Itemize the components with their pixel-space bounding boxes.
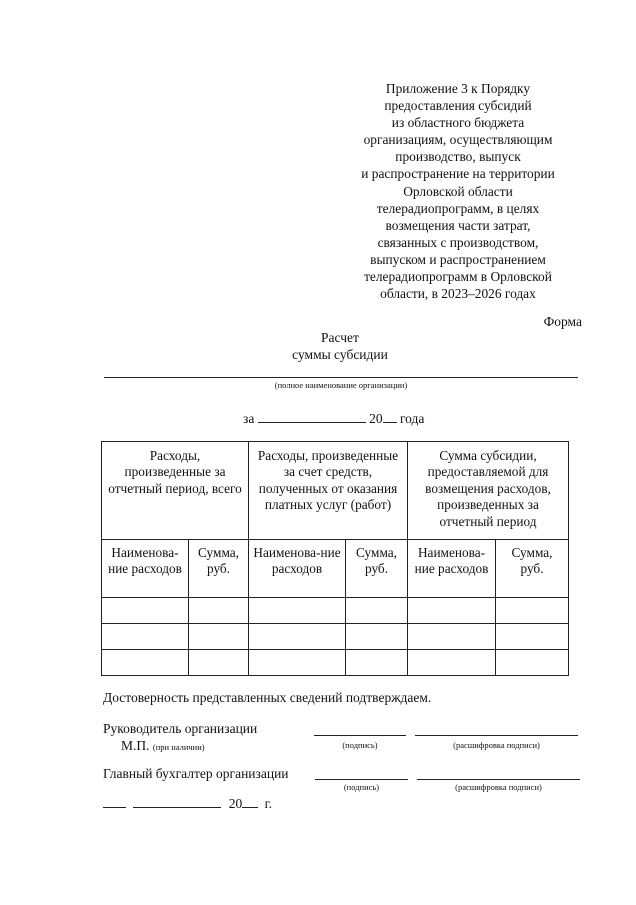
reporting-period [243, 409, 424, 427]
confirmation-statement: Достоверность представленных сведений подтверждаем. [103, 690, 432, 705]
annex-line: предоставления субсидий [384, 98, 532, 114]
subheader-expense-name: Наименова-ние расходов [102, 540, 189, 598]
table-cell-empty[interactable] [189, 650, 249, 676]
period-blank-field[interactable] [258, 409, 366, 423]
subheader-amount: Сумма, руб. [189, 540, 249, 598]
head-signature-decode-line[interactable] [415, 735, 578, 736]
annex-line: производство, выпуск [395, 149, 521, 165]
accountant-signature-line[interactable] [315, 779, 408, 780]
chief-accountant-label: Главный бухгалтер организации [103, 766, 289, 781]
period-year-prefix: 20 [369, 411, 383, 426]
period-year-blank[interactable] [383, 409, 397, 423]
annex-line: выпуском и распространением [370, 251, 546, 267]
mp-note: (при наличии) [152, 742, 205, 752]
subsidy-calculation-table [101, 441, 569, 676]
subheader-expense-name: Наименова-ние расходов [408, 540, 496, 598]
annex-line: из областного бюджета [391, 115, 525, 131]
accountant-decode-caption: (расшифровка подписи) [455, 782, 542, 792]
subheader-amount: Сумма, руб. [496, 540, 569, 598]
head-signature-caption: (подпись) [342, 740, 378, 750]
table-row [102, 598, 569, 624]
table-cell-empty[interactable] [346, 624, 408, 650]
annex-line: телерадиопрограмм в Орловской [364, 269, 552, 285]
table-cell-empty[interactable] [102, 598, 189, 624]
table-cell-empty[interactable] [102, 650, 189, 676]
date-month-blank[interactable] [133, 795, 221, 808]
head-signature-line[interactable] [314, 735, 406, 736]
table-cell-empty[interactable] [408, 650, 496, 676]
table-cell-empty[interactable] [102, 624, 189, 650]
accountant-signature-decode-line[interactable] [417, 779, 580, 780]
annex-line: Приложение 3 к Порядку [385, 81, 531, 96]
annex-line: Орловской области [403, 183, 513, 199]
table-cell-empty[interactable] [346, 598, 408, 624]
document-title [240, 329, 440, 363]
period-prefix: за [243, 411, 255, 426]
table-cell-empty[interactable] [249, 624, 346, 650]
date-year-prefix: 20 [228, 796, 243, 811]
annex-line: связанных с производством, [377, 234, 539, 250]
table-cell-empty[interactable] [496, 598, 569, 624]
header-subsidy-amount: Сумма субсидии, предоставляемой для возмещения расходов, произведенных за отчетный период [408, 442, 569, 540]
table-cell-empty[interactable] [249, 650, 346, 676]
table-row [102, 624, 569, 650]
title-line-2: суммы субсидии [292, 347, 388, 362]
table-cell-empty[interactable] [408, 624, 496, 650]
table-row [102, 650, 569, 676]
head-of-organization-label: Руководитель организации [103, 721, 258, 736]
subheader-amount: Сумма, руб. [346, 540, 408, 598]
annex-line: области, в 2023–2026 годах [380, 286, 536, 302]
table-cell-empty[interactable] [249, 598, 346, 624]
mp-label: М.П. [121, 738, 150, 753]
annex-line: возмещения части затрат, [385, 217, 531, 233]
table-cell-empty[interactable] [346, 650, 408, 676]
table-cell-empty[interactable] [496, 624, 569, 650]
annex-header [346, 80, 570, 302]
date-year-blank[interactable] [242, 795, 258, 808]
accountant-signature-caption: (подпись) [343, 782, 380, 792]
subheader-expense-name: Наименова-ние расходов [249, 540, 346, 598]
stamp-place [121, 738, 205, 754]
organization-name-line[interactable] [104, 377, 578, 378]
signing-date [103, 795, 272, 812]
head-decode-caption: (расшифровка подписи) [453, 740, 540, 750]
table-cell-empty[interactable] [189, 624, 249, 650]
table-cell-empty[interactable] [408, 598, 496, 624]
annex-line: организациям, осуществляющим [363, 132, 553, 148]
date-suffix: г. [264, 796, 273, 811]
date-day-blank[interactable] [103, 795, 126, 808]
header-paid-services-expenses: Расходы, произведенные за счет средств, полученных от оказания платных услуг (работ) [249, 442, 408, 540]
table-cell-empty[interactable] [496, 650, 569, 676]
header-total-expenses: Расходы, произведенные за отчетный период, всего [102, 442, 249, 540]
form-label: Форма [543, 314, 582, 329]
title-line-1: Расчет [321, 330, 359, 345]
annex-line: и распространение на территории [361, 166, 555, 182]
table-cell-empty[interactable] [189, 598, 249, 624]
organization-name-caption: (полное наименование организации) [274, 380, 408, 390]
period-suffix: года [399, 411, 425, 426]
annex-line: телерадиопрограмм, в целях [376, 200, 540, 216]
